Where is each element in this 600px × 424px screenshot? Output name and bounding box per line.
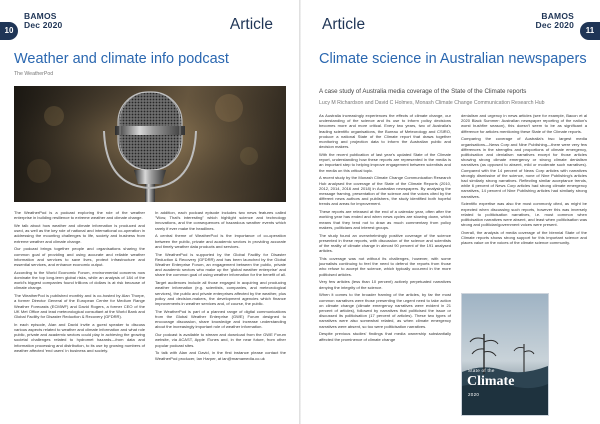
paragraph: When it comes to the broader framing of the articles, by far the most common narratives were those presenting the urgent need to take action on climate change (climate emergency narratives were evident in 21 percent of articles), followed by narratives that politicised the issue or discussed its politicisation (17 percent of articles). These two types of narratives were also somewhat related, as when climate emergency narratives were absent, so too were politicisation narratives. <box>319 292 451 329</box>
microphone-icon <box>14 86 286 202</box>
paragraph: As Australia increasingly experiences the effects of climate change, our understanding of the science and its use to inform policy decisions becomes more and more critical. Every two years, two of Australia's leading scientific organisations, the Bureau of Meteorology and CSIRO, produce a national State of the Climate report that draws together monitoring and projection data to inform the Australian public and decision makers. <box>319 113 451 150</box>
contact-paragraph: To talk with Alan and David, in the first instance please contact the WeatherPod producer, Ian Harper, at ian@mamamedia.co.uk <box>155 350 286 361</box>
paragraph: Despite previous studies' findings that media ownership substantially affected the prominence of climate change <box>319 331 451 342</box>
byline-right: Lucy M Richardson and David C Holmes, Monash Climate Change Communication Research Hub <box>319 100 545 106</box>
report-cover-image <box>461 293 549 416</box>
paragraph: We talk about how weather and climate information is produced and used, as well as the key role of national and international co-operation in addressing the mounting challenges to life, society and business from extreme weather and climate change. <box>14 223 145 244</box>
article-title-left: Weather and climate info podcast <box>14 51 229 67</box>
brand-mark-right <box>536 12 574 30</box>
paragraph: In addition, each podcast episode includes two news features called "Wow, That's interesting" which highlight science and technology innovations, and the consequences of hazardous weather events which rarely if ever make the headlines. <box>155 210 286 231</box>
paragraph: Scientific expertise was also the most commonly cited, as might be expected when discussing such reports, however this was inversely related to politicisation narratives, i.e. most common when politicisation narratives were absent, and least when politicisation was strong and politician/government voices were present. <box>461 201 587 228</box>
paragraph: Overall, the analysis of media coverage of the biennial State of the Climate reports shows strong support for this important science and places value on the voices of the climate science community. <box>461 230 587 246</box>
paragraph: The WeatherPod is a podcast exploring the role of the weather enterprise in building resilience to extreme weather and climate change. <box>14 210 145 221</box>
paragraph: denialism and urgency in news articles (see for example, Bacon et al 2020 Black Summer: Australian newspaper reporting of the nation's worst bushfire season), this doesn't seem to be as significant a difference for articles mentioning these State of the Climate reports. <box>461 113 587 134</box>
paragraph: Our podcast brings together people and organisations sharing the common goal of providing and using accurate and reliable weather information and services to save lives, protect infrastructure and essential services, and enhance economic output. <box>14 246 145 268</box>
byline-left: The WeatherPod <box>14 71 54 77</box>
paragraph: Target audiences include all those engaged in acquiring and producing weather information (e.g. scientists, companies, and meteorological services), the public and private enterprises affected by the weather, plus policy and decision-makers, the development agencies which finance improvements in weather services and, of course, the public. <box>155 280 286 307</box>
cover-subtitle: State of the <box>468 368 495 373</box>
page-number-right: 11 <box>580 22 600 40</box>
paragraph: With the recent publication of last year's updated State of the Climate report, understanding how these reports are represented in the media is an important step to helping improve engagement between scientists and the media on this critical topic. <box>319 152 451 173</box>
article-column-right-2 <box>461 113 587 248</box>
article-column-left-1 <box>14 210 145 356</box>
paragraph: The WeatherPod is published monthly and is co-hosted by Alan Thorpe, a former Director General of the European Centre for Medium Range Weather Forecasts (ECMWF) and David Rogers, a former CEO of the UK Met Office and lead meteorological consultant at the World Bank and Global Facility for Disaster Reduction & Recovery (GFDRR). <box>14 293 145 320</box>
brand-name: BAMOS <box>541 11 574 21</box>
paragraph: Comparing the coverage of Australia's two largest media organisations—News Corp and Nine Publishing—there were very few differences in the strengths and proportions of climate emergency, politicisation and denialism narratives except for those articles showing strong climate emergency or strong climate denialism narratives (as opposed to absent, mild or moderate such narratives). Compared with the 14 percent of News Corp articles with narratives strongly dismissive of the science, none of Nine Publishing's articles had similarly strong narratives. Reflecting similar acceptance trends, while 6 percent of News Corp articles had strong climate emergency narratives, 14 percent of Nine Publishing articles had similarly strong narratives. <box>461 136 587 199</box>
issue-date: Dec 2020 <box>24 20 63 30</box>
page-number-left: 10 <box>0 22 18 40</box>
paragraph: A central theme of WeatherPod is the importance of co-operation between the public, private and academic sectors in providing accurate and timely weather data products and services. <box>155 233 286 249</box>
cover-year: 2020 <box>468 392 480 397</box>
paragraph: Our podcast is available to stream and download from the GWE Forum website, via ACAST, Apple iTunes and, in the near future, from other popular podcast sites. <box>155 332 286 348</box>
section-label-right: Article <box>322 16 366 33</box>
cover-title: Climate <box>467 374 515 389</box>
paragraph: The study found an overwhelmingly positive coverage of the science presented in these reports, with discussion of the science and scientists of the reality of climate change in almost 90 percent of the 191 analysed articles. <box>319 232 451 254</box>
paragraph: In each episode, Alan and David invite a guest speaker to discuss various aspects related to weather and climate information and what role public, private and academic sectors could play in achieving the growing societal challenges related to hydromet hazards—from data and information processing and distribution, to its use by growing numbers of weather affected 'end users' in business and society. <box>14 321 145 353</box>
brand-name: BAMOS <box>24 11 57 21</box>
section-label-left: Article <box>229 16 273 33</box>
paragraph: Very few articles (less than 10 percent) actively perpetuated narratives denying the integrity of the science. <box>319 279 451 290</box>
article-strapline: A case study of Australia media coverage of the State of the Climate reports <box>319 88 527 95</box>
paragraph: The WeatherPod is part of a planned range of digital communications from the Global Weather Enterprise (GWE) Forum designed to encourage discussion, share knowledge and increase understanding about the increasingly important role of weather information. <box>155 308 286 330</box>
article-column-right-1 <box>319 113 451 344</box>
paragraph: This coverage was not without its challenges, however, with some journalists continuing to feel the need to defend the reports from those who refuse to accept the science, which typically occurred in the more politicised articles. <box>319 256 451 277</box>
paragraph: The WeatherPod is supported by the Global Facility for Disaster Reduction & Recovery (GFDRR) and has been launched by the Global Weather Enterprise Forum, an engagement between the public, private and academic sectors who make up the 'global weather enterprise' and share the common goal of using weather information for the benefit of all. <box>155 251 286 278</box>
left-page <box>0 0 299 424</box>
paragraph: These reports are released at the end of a calendar year, often after the working year has ended and when news cycles are slowing down, which means that they tend not to draw as much commentary from policy makers, politicians and interest groups. <box>319 209 451 230</box>
paragraph: A recent study by the Monash Climate Change Communication Research Hub analysed the coverage of the State of the Climate Reports (2010, 2012, 2014, 2016 and 2018) in Australian newspapers. By analysing the message framing, presentation of the science and the voices cited by the different news authors and publishers, the study identified both hopeful trends and areas for improvement. <box>319 175 451 207</box>
article-column-left-2 <box>155 210 286 363</box>
brand-mark-left <box>24 12 62 30</box>
right-page <box>301 0 600 424</box>
microphone-photo <box>14 86 286 202</box>
paragraph: According to the World Economic Forum, environmental concerns now dominate the top long-term global risks, while an analysis of 184 of the world's biggest companies found trillions of dollars is at risk because of climate change. <box>14 269 145 291</box>
article-title-right: Climate science in Australian newspapers <box>319 51 587 67</box>
issue-date: Dec 2020 <box>535 20 574 30</box>
